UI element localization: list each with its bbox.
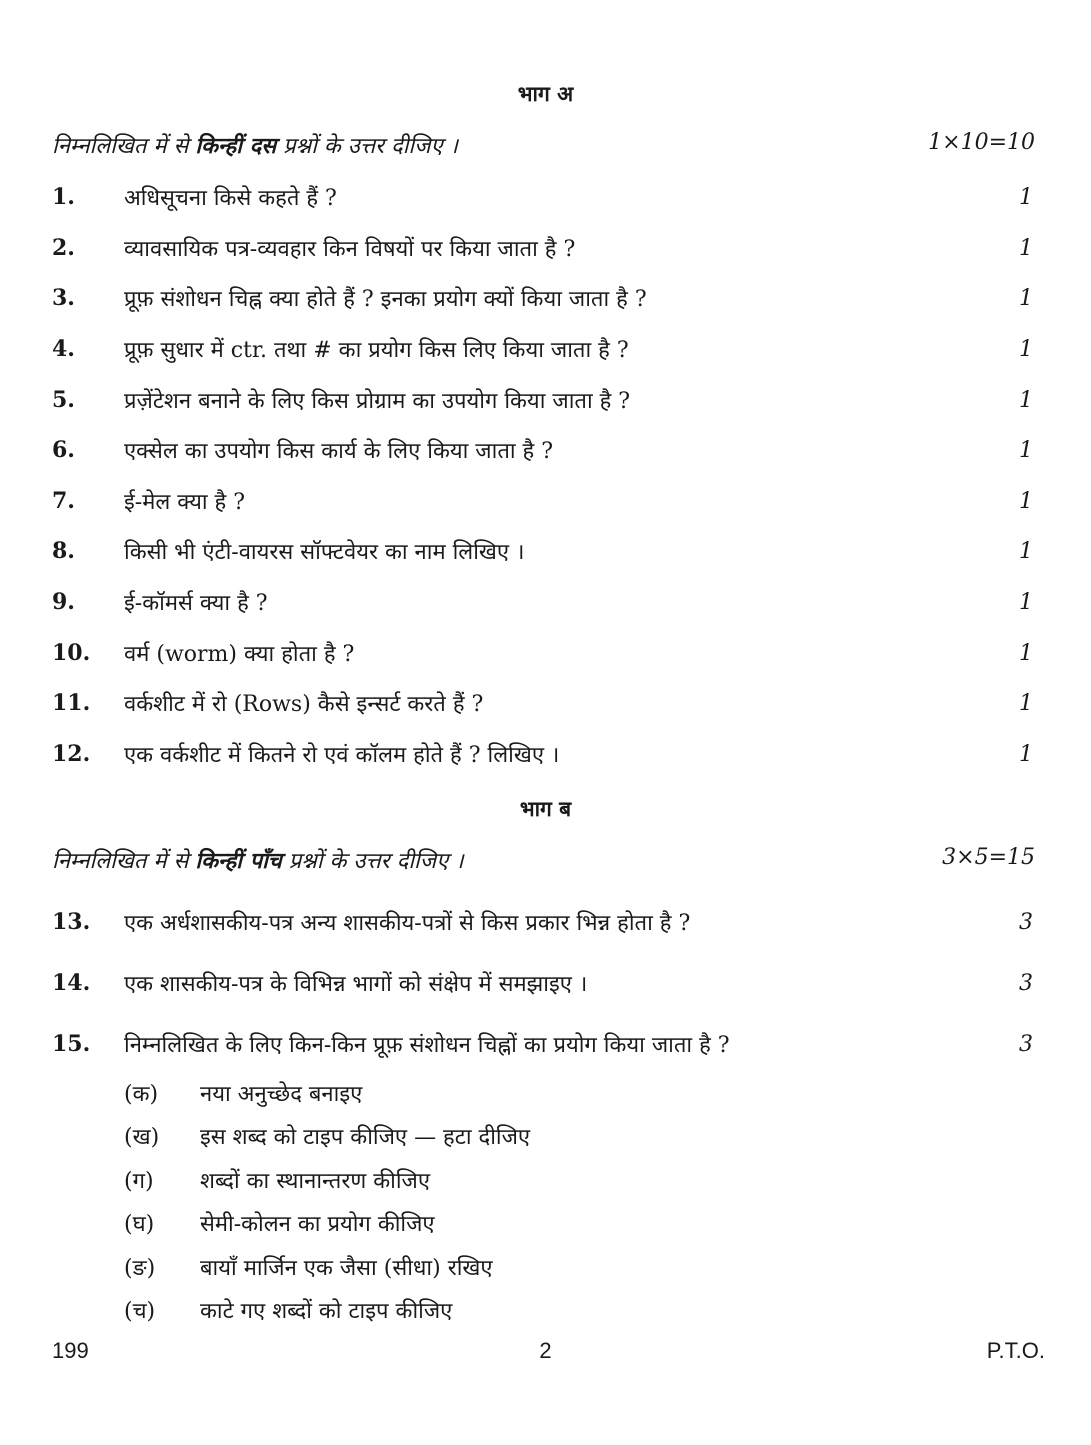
- page-number: 2: [539, 1338, 552, 1363]
- question-item: 12. एक वर्कशीट में कितने रो एवं कॉलम होते हैं ? लिखिए । 1: [52, 741, 1033, 768]
- question-item: 5. प्रज़ेंटेशन बनाने के लिए किस प्रोग्राम का उपयोग किया जाता है ? 1: [52, 387, 1033, 414]
- question-item: 11. वर्कशीट में रो (Rows) कैसे इन्सर्ट करते हैं ? 1: [52, 690, 1033, 717]
- question-item: 7. ई-मेल क्या है ? 1: [52, 488, 1033, 515]
- part-a-total-marks: 1×10=10: [928, 130, 1035, 155]
- sub-item: (क) नया अनुच्छेद बनाइए: [124, 1082, 363, 1107]
- question-item: 2. व्यावसायिक पत्र-व्यवहार किन विषयों पर किया जाता है ? 1: [52, 235, 1033, 262]
- sub-item: (ङ) बायाँ मार्जिन एक जैसा (सीधा) रखिए: [124, 1256, 493, 1281]
- paper-code: 199: [52, 1338, 89, 1363]
- question-item: 13. एक अर्धशासकीय-पत्र अन्य शासकीय-पत्रों से किस प्रकार भिन्न होता है ? 3: [52, 909, 1033, 936]
- question-item: 6. एक्सेल का उपयोग किस कार्य के लिए किया जाता है ? 1: [52, 437, 1033, 464]
- part-a-instruction-text: निम्नलिखित में से किन्हीं दस प्रश्नों के उत्तर दीजिए ।: [52, 133, 458, 159]
- sub-item: (ख) इस शब्द को टाइप कीजिए — हटा दीजिए: [124, 1125, 531, 1150]
- question-item: 4. प्रूफ़ सुधार में ctr. तथा # का प्रयोग किस लिए किया जाता है ? 1: [52, 336, 1033, 363]
- question-item: 3. प्रूफ़ संशोधन चिह्न क्या होते हैं ? इनका प्रयोग क्यों किया जाता है ? 1: [52, 285, 1033, 312]
- question-item: 8. किसी भी एंटी-वायरस सॉफ्टवेयर का नाम लिखिए । 1: [52, 538, 1033, 565]
- part-b-instruction-text: निम्नलिखित में से किन्हीं पाँच प्रश्नों के उत्तर दीजिए ।: [52, 848, 464, 874]
- question-item: 9. ई-कॉमर्स क्या है ? 1: [52, 589, 1033, 616]
- sub-item: (च) काटे गए शब्दों को टाइप कीजिए: [124, 1299, 453, 1324]
- part-b-instruction: [52, 845, 1035, 875]
- sub-item: (ग) शब्दों का स्थानान्तरण कीजिए: [124, 1169, 431, 1194]
- pto-label: P.T.O.: [986, 1338, 1045, 1363]
- part-b-title: भाग ब: [519, 796, 572, 821]
- part-b-total-marks: 3×5=15: [942, 845, 1035, 870]
- sub-item: (घ) सेमी-कोलन का प्रयोग कीजिए: [124, 1212, 435, 1237]
- question-item: 14. एक शासकीय-पत्र के विभिन्न भागों को संक्षेप में समझाइए । 3: [52, 970, 1033, 997]
- question-item: 1. अधिसूचना किसे कहते हैं ? 1: [52, 184, 1033, 211]
- question-item: 15. निम्नलिखित के लिए किन-किन प्रूफ़ संशोधन चिह्नों का प्रयोग किया जाता है ? 3: [52, 1031, 1033, 1058]
- part-a-instruction: [52, 130, 1035, 160]
- part-a-title: भाग अ: [517, 81, 574, 106]
- question-item: 10. वर्म (worm) क्या होता है ? 1: [52, 640, 1033, 667]
